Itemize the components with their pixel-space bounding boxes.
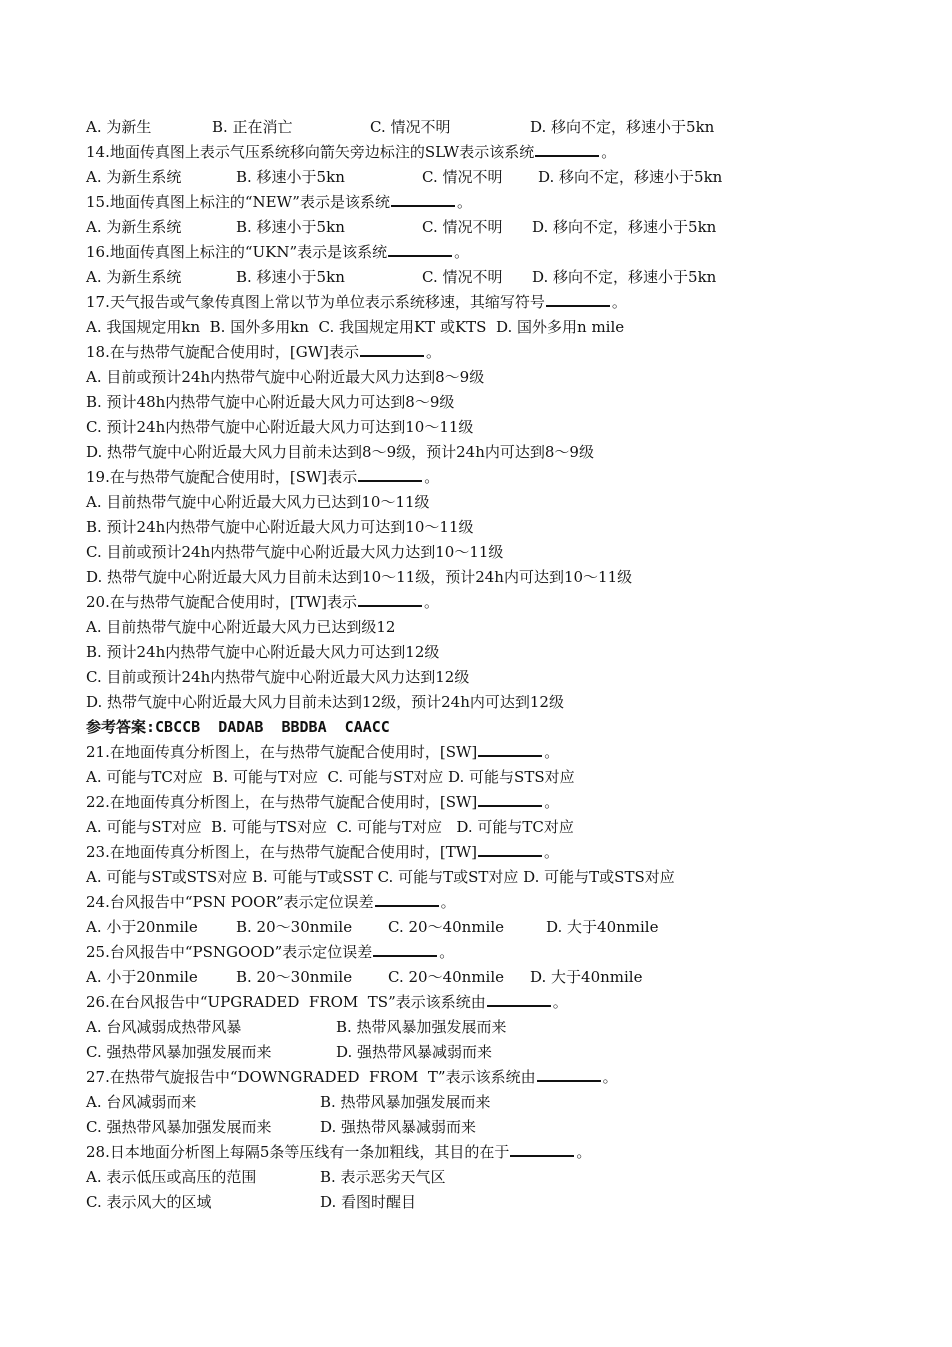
question-end-mark: 。 <box>544 743 560 761</box>
option-item: B. 20～30nmile <box>236 918 353 936</box>
question-text: 24.台风报告中“PSN POOR”表示定位误差 <box>86 893 374 911</box>
option-item: C. 表示风大的区域 <box>86 1193 212 1211</box>
question-text: 27.在热带气旋报告中“DOWNGRADED FROM T”表示该系统由 <box>86 1068 536 1086</box>
answer-blank <box>487 990 551 1007</box>
question-line <box>86 140 906 165</box>
question-text: 23.在地面传真分析图上，在与热带气旋配合使用时，[TW] <box>86 843 477 861</box>
option-item: A. 台风减弱成热带风暴 <box>86 1018 242 1036</box>
answer-key: 参考答案:CBCCB DADAB BBDBA CAACC <box>86 718 390 736</box>
question-text: 15.地面传真图上标注的“NEW”表示是该系统 <box>86 193 390 211</box>
question-end-mark: 。 <box>440 893 456 911</box>
question-line <box>86 240 906 265</box>
option-item: C. 情况不明 <box>422 168 503 186</box>
option-item: B. 热带风暴加强发展而来 <box>320 1093 491 1111</box>
option-item: D. 看图时醒目 <box>320 1193 417 1211</box>
answer-blank <box>546 290 610 307</box>
option-item: A. 小于20nmile <box>86 918 198 936</box>
options-line <box>86 1115 906 1140</box>
question-text: 17.天气报告或气象传真图上常以节为单位表示系统移速，其缩写符号 <box>86 293 545 311</box>
question-line <box>86 190 906 215</box>
option-item: D. 强热带风暴减弱而来 <box>336 1043 493 1061</box>
answer-blank <box>537 1065 601 1082</box>
options-line: B. 预计48h内热带气旋中心附近最大风力可达到8～9级 <box>86 393 455 411</box>
question-line <box>86 790 906 815</box>
question-line <box>86 1065 906 1090</box>
options-line: A. 我国规定用kn B. 国外多用kn C. 我国规定用KT 或KTS D. 国外多用n mile <box>86 318 625 336</box>
question-line <box>86 290 906 315</box>
options-line <box>86 1015 906 1040</box>
answer-blank <box>478 740 542 757</box>
question-line <box>86 740 906 765</box>
option-item: C. 情况不明 <box>370 118 451 136</box>
question-line <box>86 940 906 965</box>
question-end-mark: 。 <box>543 843 559 861</box>
answer-blank <box>358 590 422 607</box>
question-line <box>86 890 906 915</box>
option-item: C. 强热带风暴加强发展而来 <box>86 1043 272 1061</box>
option-item: B. 正在消亡 <box>212 118 293 136</box>
option-item: A. 为新生系统 <box>86 268 182 286</box>
answer-blank <box>360 340 424 357</box>
answer-blank <box>535 140 599 157</box>
options-line <box>86 965 906 990</box>
document-page <box>86 115 906 1215</box>
question-text: 28.日本地面分析图上每隔5条等压线有一条加粗线，其目的在于 <box>86 1143 510 1161</box>
question-text: 18.在与热带气旋配合使用时，[GW]表示 <box>86 343 359 361</box>
options-line: A. 可能与ST或STS对应 B. 可能与T或SST C. 可能与T或ST对应 D. 可能与T或STS对应 <box>86 868 675 886</box>
question-text: 14.地面传真图上表示气压系统移向箭矢旁边标注的SLW表示该系统 <box>86 143 535 161</box>
options-line <box>86 115 906 140</box>
option-item: A. 小于20nmile <box>86 968 198 986</box>
question-text: 25.台风报告中“PSNGOOD”表示定位误差 <box>86 943 373 961</box>
option-item: B. 热带风暴加强发展而来 <box>336 1018 507 1036</box>
option-item: A. 为新生系统 <box>86 218 182 236</box>
question-end-mark: 。 <box>611 293 627 311</box>
option-item: D. 移向不定，移速小于5kn <box>530 118 715 136</box>
question-end-mark: 。 <box>576 1143 592 1161</box>
options-line: A. 目前或预计24h内热带气旋中心附近最大风力达到8～9级 <box>86 368 485 386</box>
option-item: A. 为新生 <box>86 118 152 136</box>
answer-blank <box>375 890 439 907</box>
options-line <box>86 1190 906 1215</box>
answer-blank <box>478 790 542 807</box>
options-line <box>86 1040 906 1065</box>
question-end-mark: 。 <box>424 468 440 486</box>
option-item: C. 情况不明 <box>422 218 503 236</box>
question-end-mark: 。 <box>544 793 560 811</box>
answer-blank <box>388 240 452 257</box>
question-text: 19.在与热带气旋配合使用时，[SW]表示 <box>86 468 358 486</box>
option-item: D. 大于40nmile <box>546 918 659 936</box>
options-line <box>86 915 906 940</box>
question-end-mark: 。 <box>456 193 472 211</box>
question-line <box>86 340 906 365</box>
question-end-mark: 。 <box>602 1068 618 1086</box>
option-item: A. 台风减弱而来 <box>86 1093 197 1111</box>
options-line: C. 目前或预计24h内热带气旋中心附近最大风力达到10～11级 <box>86 543 504 561</box>
question-end-mark: 。 <box>439 943 455 961</box>
option-item: B. 表示恶劣天气区 <box>320 1168 446 1186</box>
option-item: A. 表示低压或高压的范围 <box>86 1168 257 1186</box>
option-item: C. 20～40nmile <box>388 968 505 986</box>
option-item: A. 为新生系统 <box>86 168 182 186</box>
options-line: D. 热带气旋中心附近最大风力目前未达到10～11级，预计24h内可达到10～11级 <box>86 568 633 586</box>
options-line: A. 目前热带气旋中心附近最大风力已达到级12 <box>86 618 396 636</box>
answer-blank <box>510 1140 574 1157</box>
option-item: D. 移向不定，移速小于5kn <box>532 218 717 236</box>
question-text: 26.在台风报告中“UPGRADED FROM TS”表示该系统由 <box>86 993 486 1011</box>
options-line <box>86 165 906 190</box>
options-line <box>86 1090 906 1115</box>
options-line: A. 目前热带气旋中心附近最大风力已达到10～11级 <box>86 493 430 511</box>
options-line: B. 预计24h内热带气旋中心附近最大风力可达到12级 <box>86 643 440 661</box>
question-text: 21.在地面传真分析图上，在与热带气旋配合使用时，[SW] <box>86 743 478 761</box>
option-item: C. 20～40nmile <box>388 918 505 936</box>
answer-blank <box>358 465 422 482</box>
question-line <box>86 1140 906 1165</box>
question-line <box>86 465 906 490</box>
answer-blank <box>478 840 542 857</box>
options-line <box>86 265 906 290</box>
option-item: B. 移速小于5kn <box>236 268 345 286</box>
option-item: B. 移速小于5kn <box>236 168 345 186</box>
options-line: A. 可能与TC对应 B. 可能与T对应 C. 可能与ST对应 D. 可能与STS对应 <box>86 768 575 786</box>
options-line: B. 预计24h内热带气旋中心附近最大风力可达到10～11级 <box>86 518 474 536</box>
option-item: D. 大于40nmile <box>530 968 643 986</box>
question-text: 20.在与热带气旋配合使用时，[TW]表示 <box>86 593 357 611</box>
options-line: D. 热带气旋中心附近最大风力目前未达到12级，预计24h内可达到12级 <box>86 693 564 711</box>
option-item: D. 强热带风暴减弱而来 <box>320 1118 477 1136</box>
question-end-mark: 。 <box>552 993 568 1011</box>
option-item: B. 移速小于5kn <box>236 218 345 236</box>
question-line <box>86 840 906 865</box>
question-text: 22.在地面传真分析图上，在与热带气旋配合使用时，[SW] <box>86 793 478 811</box>
option-item: D. 移向不定，移速小于5kn <box>538 168 723 186</box>
options-line: C. 目前或预计24h内热带气旋中心附近最大风力达到12级 <box>86 668 470 686</box>
options-line: A. 可能与ST对应 B. 可能与TS对应 C. 可能与T对应 D. 可能与TC对应 <box>86 818 574 836</box>
question-end-mark: 。 <box>454 243 470 261</box>
question-line <box>86 590 906 615</box>
option-item: B. 20～30nmile <box>236 968 353 986</box>
question-end-mark: 。 <box>423 593 439 611</box>
option-item: C. 强热带风暴加强发展而来 <box>86 1118 272 1136</box>
option-item: D. 移向不定，移速小于5kn <box>532 268 717 286</box>
options-line <box>86 215 906 240</box>
options-line: D. 热带气旋中心附近最大风力目前未达到8～9级，预计24h内可达到8～9级 <box>86 443 594 461</box>
options-line: C. 预计24h内热带气旋中心附近最大风力可达到10～11级 <box>86 418 474 436</box>
answer-blank <box>373 940 437 957</box>
options-line <box>86 1165 906 1190</box>
question-line <box>86 990 906 1015</box>
question-end-mark: 。 <box>425 343 441 361</box>
question-end-mark: 。 <box>601 143 617 161</box>
answer-blank <box>391 190 455 207</box>
option-item: C. 情况不明 <box>422 268 503 286</box>
question-text: 16.地面传真图上标注的“UKN”表示是该系统 <box>86 243 388 261</box>
